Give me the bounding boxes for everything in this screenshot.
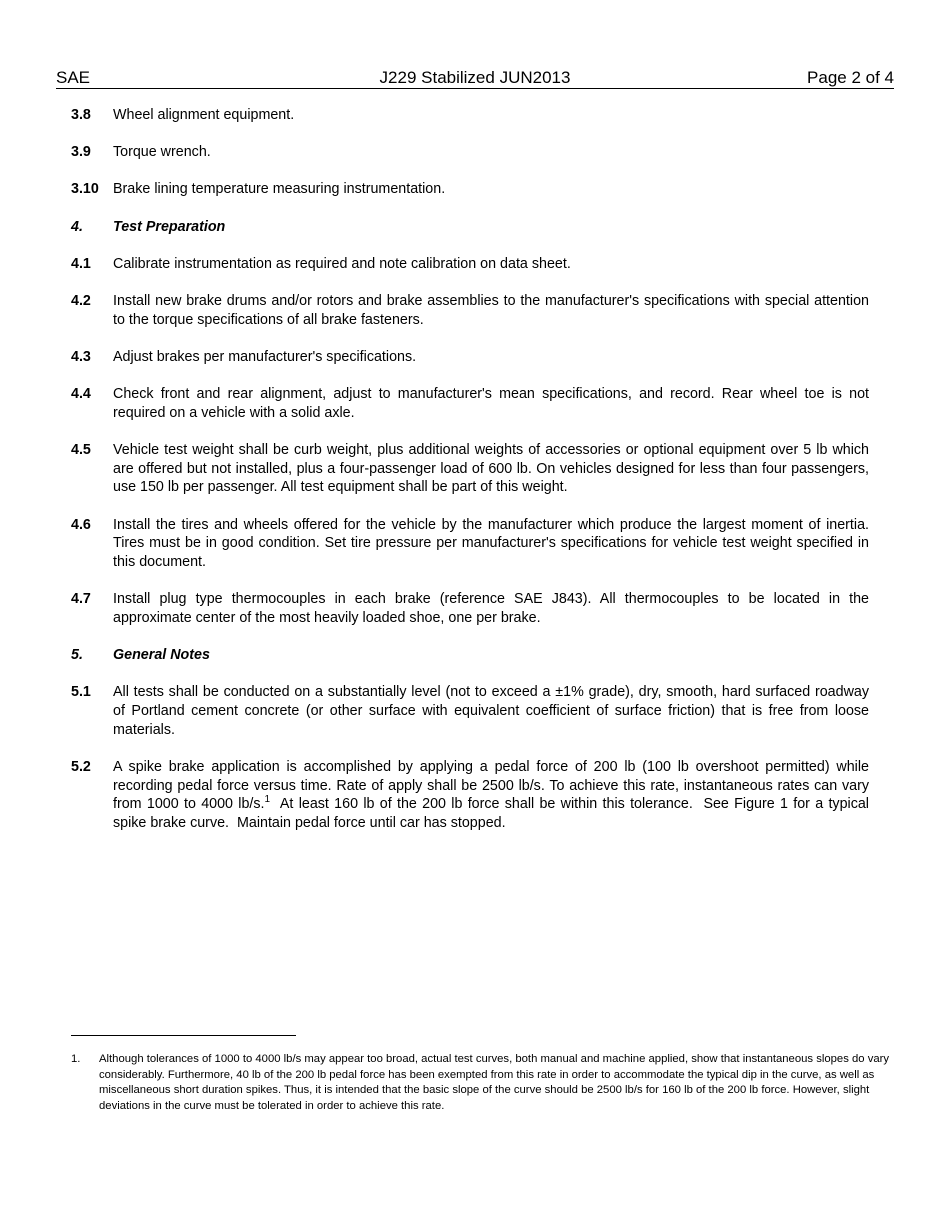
paragraph-number: 5.2 — [71, 758, 91, 775]
paragraph-4-1 — [71, 255, 869, 274]
header-org: SAE — [56, 68, 91, 87]
paragraph-text: All tests shall be conducted on a substantially level (not to exceed a ±1% grade), dry, smooth, hard surfaced roadway of Portland cement concrete (or other surface with equivalent coefficient of surface friction) that is free from loose materials. — [113, 684, 869, 738]
paragraph-text: Vehicle test weight shall be curb weight, plus additional weights of accessories or optional equipment over 5 lb which are offered but not installed, plus a four-passenger load of 600 lb. On vehicles designed for less than four passengers, use 150 lb per passenger. All test equipment shall be part of this weight. — [113, 442, 869, 496]
header-document-id: J229 Stabilized JUN2013 — [379, 68, 571, 87]
paragraph-text: A spike brake application is accomplished by applying a pedal force of 200 lb (100 lb overshoot permitted) while recording pedal force versus time. Rate of apply shall be 2500 lb/s. To achieve this rate, instantaneous rates can vary from 1000 to 4000 lb/s. — [113, 758, 869, 813]
paragraph-4-6 — [71, 516, 869, 572]
section-heading-5 — [71, 646, 869, 665]
paragraph-number: 4.6 — [71, 516, 91, 533]
paragraph-4-7 — [71, 590, 869, 627]
paragraph-text: Torque wrench. — [113, 144, 211, 161]
paragraph-4-3 — [71, 348, 869, 367]
footnote-reference: 1 — [264, 794, 271, 806]
footnote-text: Although tolerances of 1000 to 4000 lb/s may appear too broad, actual test curves, both manual and machine applied, show that instantaneous slopes do vary considerably. Furthermore, 40 lb of the 200 lb pedal force has been exempted from this rate in order to accommodate the typical dip in the curve, as well as miscellaneous short duration spikes. Thus, it is intended that the basic slope of the curve should be 2500 lb/s for 160 lb of the 200 lb force. However, slight deviations in the curve must be tolerated in order to achieve this rate. — [99, 1053, 890, 1112]
paragraph-number: 4.3 — [71, 348, 91, 365]
paragraph-4-5 — [71, 441, 869, 497]
paragraph-3-10 — [71, 180, 869, 199]
header-page-number: Page 2 of 4 — [807, 68, 894, 87]
section-number: 5. — [71, 647, 83, 664]
paragraph-4-2 — [71, 292, 869, 329]
paragraph-number: 4.4 — [71, 386, 91, 403]
paragraph-3-9 — [71, 143, 869, 162]
paragraph-text: Adjust brakes per manufacturer's specifications. — [113, 348, 417, 365]
paragraph-text: Install plug type thermocouples in each brake (reference SAE J843). All thermocouples to be located in the approximate center of the most heavily loaded shoe, one per brake. — [113, 591, 869, 626]
paragraph-number: 4.2 — [71, 293, 91, 310]
paragraph-text: Install the tires and wheels offered for the vehicle by the manufacturer which produce the largest moment of inertia. Tires must be in good condition. Set tire pressure per manufacturer's specifications for vehicle test weight specified in this document. — [113, 516, 869, 571]
paragraph-number: 3.9 — [71, 144, 91, 161]
paragraph-number: 4.7 — [71, 591, 91, 608]
paragraph-number: 3.10 — [71, 181, 99, 198]
footnote-divider — [71, 1035, 296, 1036]
paragraph-5-1 — [71, 683, 869, 739]
paragraph-number: 5.1 — [71, 684, 91, 701]
paragraph-number: 4.1 — [71, 255, 91, 272]
paragraph-text: Check front and rear alignment, adjust to manufacturer's mean specifications, and record. Rear wheel toe is not required on a vehicle with a solid axle. — [113, 386, 869, 421]
paragraph-text: Wheel alignment equipment. — [113, 107, 295, 123]
footnote-number: 1. — [71, 1053, 81, 1065]
section-heading-4 — [71, 218, 869, 237]
paragraph-text: Install new brake drums and/or rotors and brake assemblies to the manufacturer's specifications with special attention to the torque specifications of all brake fasteners. — [113, 293, 869, 328]
paragraph-4-4 — [71, 385, 869, 422]
paragraph-5-2 — [71, 758, 873, 833]
paragraph-text-continued: At least 160 lb of the 200 lb force shall be within this tolerance. See Figure 1 for a typical spike brake curve. Maintain pedal force until car has stopped. — [113, 796, 873, 832]
paragraph-3-8 — [71, 106, 869, 125]
paragraph-number: 3.8 — [71, 107, 91, 123]
paragraph-number: 4.5 — [71, 442, 91, 459]
section-number: 4. — [71, 218, 83, 235]
document-body — [71, 106, 873, 851]
footnote — [71, 1052, 909, 1114]
page-header — [56, 67, 894, 89]
section-title: Test Preparation — [113, 218, 226, 235]
section-title: General Notes — [113, 647, 210, 664]
paragraph-text: Brake lining temperature measuring instrumentation. — [113, 181, 446, 198]
paragraph-text: Calibrate instrumentation as required and note calibration on data sheet. — [113, 255, 571, 272]
